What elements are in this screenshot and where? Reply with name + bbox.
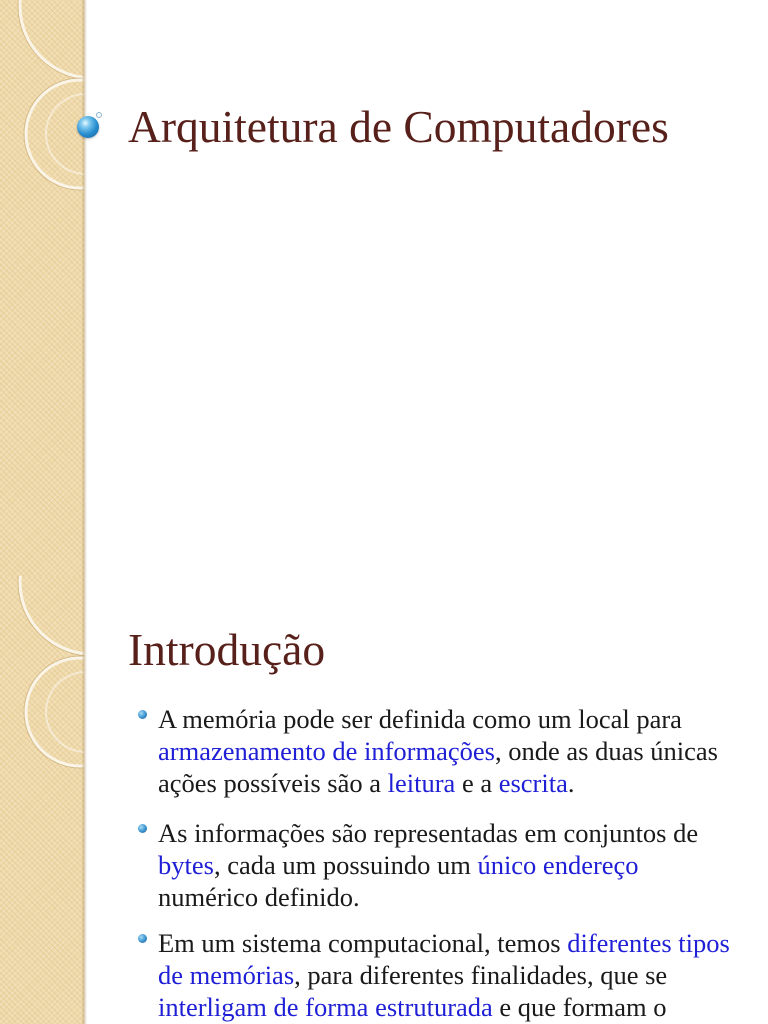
highlighted-term: diferentes tipos	[567, 928, 730, 958]
text-segment: Em um sistema computacional, temos	[158, 928, 568, 958]
text-segment: e a	[455, 768, 499, 798]
strip-edge	[82, 0, 87, 576]
text-segment: e que formam o	[492, 992, 667, 1022]
decorative-rings	[0, 0, 84, 576]
decorative-ring	[46, 94, 84, 174]
text-segment: ações possíveis são a	[158, 768, 388, 798]
content-slide	[0, 576, 768, 1024]
bullet-text	[158, 927, 748, 1023]
bullet-line	[158, 735, 748, 767]
decorative-ring	[20, 0, 84, 78]
bullet-item	[0, 817, 750, 913]
text-segment: As informações são representadas em conjuntos de	[158, 818, 699, 848]
bullet-line	[158, 881, 748, 913]
slide-title: Arquitetura de Computadores	[128, 101, 669, 152]
text-segment: A memória pode ser definida como um local para	[158, 704, 682, 734]
text-segment: , onde as duas únicas	[494, 736, 718, 766]
bullet-item	[0, 927, 750, 1023]
slide-title: Introdução	[128, 624, 326, 675]
highlighted-term: interligam de forma estruturada	[158, 992, 493, 1022]
highlighted-term: de memórias	[158, 960, 295, 990]
small-ring-icon	[96, 112, 102, 118]
bullet-line	[158, 703, 748, 735]
bullet-line	[158, 849, 748, 881]
bullet-text	[158, 703, 748, 799]
bullet-line	[158, 991, 748, 1023]
text-segment: , cada um possuindo um	[213, 850, 478, 880]
bullet-dot-icon	[138, 710, 147, 719]
text-segment: numérico definido.	[158, 882, 360, 912]
highlighted-term: leitura	[387, 768, 456, 798]
bullet-line	[158, 817, 748, 849]
bullet-dot-icon	[138, 824, 147, 833]
text-segment: , para diferentes finalidades, que se	[294, 960, 668, 990]
bullet-text	[158, 817, 748, 913]
bullet-item	[0, 703, 750, 799]
decorative-ring	[20, 576, 84, 654]
bullet-line	[158, 927, 748, 959]
bullet-line	[158, 767, 748, 799]
decorative-side-strip	[0, 0, 84, 576]
highlighted-term: armazenamento de informações	[158, 736, 495, 766]
highlighted-term: bytes	[158, 850, 214, 880]
highlighted-term: escrita	[498, 768, 568, 798]
highlighted-term: único endereço	[477, 850, 639, 880]
bullet-dot-icon	[138, 934, 147, 943]
bullet-line	[158, 959, 748, 991]
blue-orb-icon	[77, 116, 99, 138]
text-segment: .	[567, 768, 575, 798]
